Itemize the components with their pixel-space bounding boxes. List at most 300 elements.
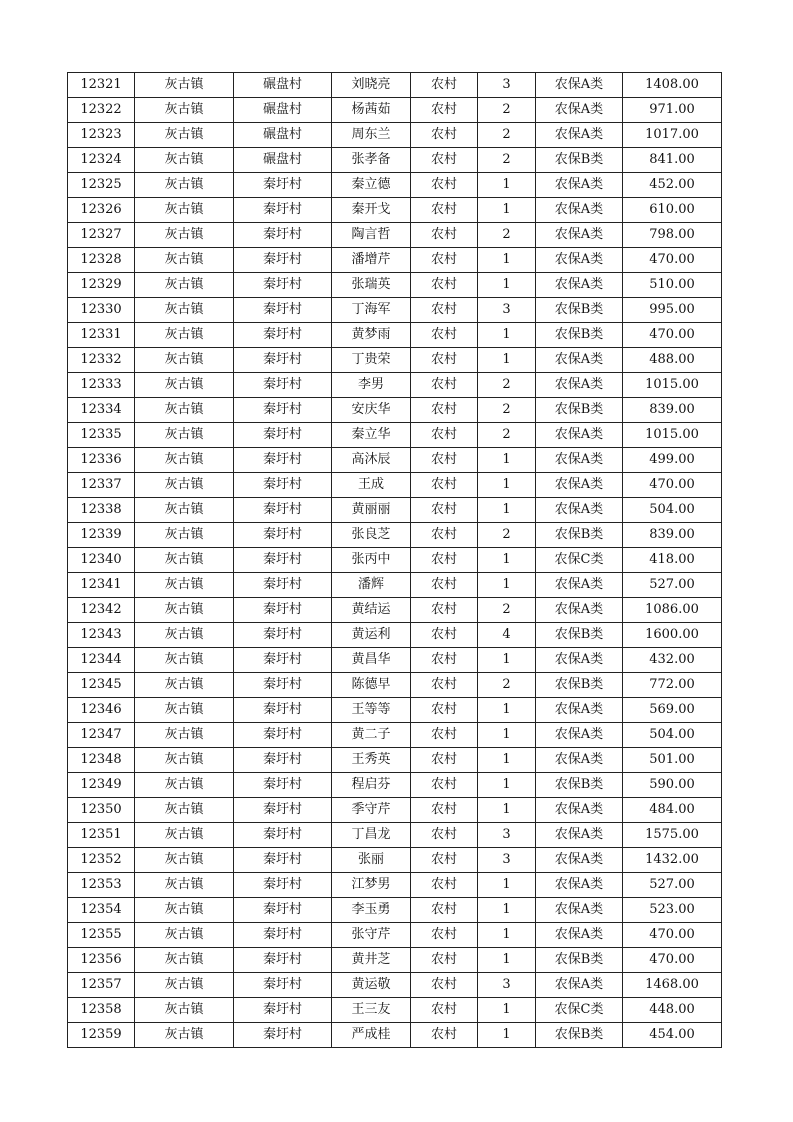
cell-amount: 569.00 <box>623 698 722 723</box>
cell-village: 秦圩村 <box>234 623 332 648</box>
cell-name: 张良芝 <box>332 523 411 548</box>
cell-serial-no: 12327 <box>68 223 135 248</box>
cell-amount: 470.00 <box>623 473 722 498</box>
cell-category: 农保A类 <box>536 573 623 598</box>
cell-household-type: 农村 <box>411 798 478 823</box>
table-row <box>68 998 722 1023</box>
cell-town: 灰古镇 <box>135 248 234 273</box>
cell-category: 农保B类 <box>536 1023 623 1048</box>
cell-amount: 499.00 <box>623 448 722 473</box>
table-row <box>68 348 722 373</box>
cell-village: 秦圩村 <box>234 898 332 923</box>
cell-serial-no: 12331 <box>68 323 135 348</box>
table-row <box>68 323 722 348</box>
cell-member-count: 3 <box>478 823 536 848</box>
cell-town: 灰古镇 <box>135 998 234 1023</box>
cell-town: 灰古镇 <box>135 523 234 548</box>
cell-serial-no: 12333 <box>68 373 135 398</box>
cell-village: 秦圩村 <box>234 823 332 848</box>
cell-name: 黄运敬 <box>332 973 411 998</box>
table-row <box>68 798 722 823</box>
cell-household-type: 农村 <box>411 698 478 723</box>
cell-serial-no: 12341 <box>68 573 135 598</box>
cell-name: 刘晓亮 <box>332 73 411 98</box>
cell-village: 秦圩村 <box>234 848 332 873</box>
cell-category: 农保B类 <box>536 673 623 698</box>
cell-village: 秦圩村 <box>234 923 332 948</box>
table-row <box>68 548 722 573</box>
cell-category: 农保A类 <box>536 848 623 873</box>
cell-serial-no: 12323 <box>68 123 135 148</box>
cell-household-type: 农村 <box>411 348 478 373</box>
cell-name: 杨茜茹 <box>332 98 411 123</box>
cell-amount: 501.00 <box>623 748 722 773</box>
cell-member-count: 2 <box>478 598 536 623</box>
cell-serial-no: 12348 <box>68 748 135 773</box>
cell-category: 农保A类 <box>536 898 623 923</box>
cell-member-count: 1 <box>478 998 536 1023</box>
cell-household-type: 农村 <box>411 273 478 298</box>
cell-serial-no: 12337 <box>68 473 135 498</box>
cell-category: 农保B类 <box>536 323 623 348</box>
cell-serial-no: 12352 <box>68 848 135 873</box>
cell-name: 王等等 <box>332 698 411 723</box>
cell-member-count: 1 <box>478 648 536 673</box>
cell-category: 农保A类 <box>536 723 623 748</box>
cell-member-count: 1 <box>478 473 536 498</box>
cell-serial-no: 12329 <box>68 273 135 298</box>
cell-category: 农保C类 <box>536 998 623 1023</box>
cell-serial-no: 12325 <box>68 173 135 198</box>
table-row <box>68 623 722 648</box>
cell-town: 灰古镇 <box>135 648 234 673</box>
cell-serial-no: 12321 <box>68 73 135 98</box>
table-row <box>68 698 722 723</box>
cell-household-type: 农村 <box>411 898 478 923</box>
cell-member-count: 2 <box>478 123 536 148</box>
cell-name: 丁海军 <box>332 298 411 323</box>
cell-member-count: 4 <box>478 623 536 648</box>
cell-name: 张孝备 <box>332 148 411 173</box>
cell-town: 灰古镇 <box>135 923 234 948</box>
cell-town: 灰古镇 <box>135 623 234 648</box>
cell-category: 农保A类 <box>536 248 623 273</box>
cell-member-count: 1 <box>478 448 536 473</box>
cell-name: 王成 <box>332 473 411 498</box>
cell-household-type: 农村 <box>411 1023 478 1048</box>
cell-serial-no: 12349 <box>68 773 135 798</box>
cell-serial-no: 12328 <box>68 248 135 273</box>
cell-town: 灰古镇 <box>135 498 234 523</box>
cell-category: 农保A类 <box>536 173 623 198</box>
cell-village: 秦圩村 <box>234 223 332 248</box>
cell-category: 农保A类 <box>536 223 623 248</box>
cell-serial-no: 12345 <box>68 673 135 698</box>
table-row <box>68 648 722 673</box>
cell-town: 灰古镇 <box>135 873 234 898</box>
cell-town: 灰古镇 <box>135 298 234 323</box>
cell-name: 黄结运 <box>332 598 411 623</box>
cell-amount: 452.00 <box>623 173 722 198</box>
cell-name: 潘增芹 <box>332 248 411 273</box>
cell-amount: 971.00 <box>623 98 722 123</box>
cell-serial-no: 12344 <box>68 648 135 673</box>
cell-amount: 418.00 <box>623 548 722 573</box>
cell-serial-no: 12324 <box>68 148 135 173</box>
table-row <box>68 898 722 923</box>
cell-amount: 798.00 <box>623 223 722 248</box>
cell-amount: 510.00 <box>623 273 722 298</box>
table-row <box>68 73 722 98</box>
cell-town: 灰古镇 <box>135 223 234 248</box>
cell-town: 灰古镇 <box>135 323 234 348</box>
cell-member-count: 1 <box>478 723 536 748</box>
cell-member-count: 1 <box>478 923 536 948</box>
cell-member-count: 1 <box>478 698 536 723</box>
cell-member-count: 3 <box>478 848 536 873</box>
table-row <box>68 423 722 448</box>
cell-amount: 484.00 <box>623 798 722 823</box>
cell-name: 黄二子 <box>332 723 411 748</box>
cell-village: 秦圩村 <box>234 798 332 823</box>
table-row <box>68 173 722 198</box>
cell-household-type: 农村 <box>411 398 478 423</box>
cell-town: 灰古镇 <box>135 973 234 998</box>
cell-category: 农保A类 <box>536 973 623 998</box>
cell-town: 灰古镇 <box>135 398 234 423</box>
cell-name: 黄运利 <box>332 623 411 648</box>
cell-amount: 1600.00 <box>623 623 722 648</box>
cell-household-type: 农村 <box>411 848 478 873</box>
cell-town: 灰古镇 <box>135 1023 234 1048</box>
cell-amount: 841.00 <box>623 148 722 173</box>
table-row <box>68 723 722 748</box>
cell-town: 灰古镇 <box>135 773 234 798</box>
cell-serial-no: 12353 <box>68 873 135 898</box>
cell-name: 李玉勇 <box>332 898 411 923</box>
cell-town: 灰古镇 <box>135 548 234 573</box>
cell-member-count: 2 <box>478 223 536 248</box>
table-row <box>68 223 722 248</box>
cell-member-count: 2 <box>478 98 536 123</box>
cell-serial-no: 12322 <box>68 98 135 123</box>
cell-town: 灰古镇 <box>135 423 234 448</box>
cell-amount: 504.00 <box>623 723 722 748</box>
cell-name: 秦立德 <box>332 173 411 198</box>
cell-serial-no: 12357 <box>68 973 135 998</box>
cell-name: 丁贵荣 <box>332 348 411 373</box>
table-row <box>68 598 722 623</box>
cell-town: 灰古镇 <box>135 898 234 923</box>
cell-village: 秦圩村 <box>234 998 332 1023</box>
cell-category: 农保A类 <box>536 73 623 98</box>
cell-household-type: 农村 <box>411 823 478 848</box>
cell-household-type: 农村 <box>411 648 478 673</box>
cell-village: 秦圩村 <box>234 373 332 398</box>
cell-serial-no: 12358 <box>68 998 135 1023</box>
cell-member-count: 1 <box>478 573 536 598</box>
cell-town: 灰古镇 <box>135 198 234 223</box>
cell-amount: 1015.00 <box>623 423 722 448</box>
cell-village: 秦圩村 <box>234 523 332 548</box>
cell-category: 农保A类 <box>536 648 623 673</box>
cell-village: 秦圩村 <box>234 298 332 323</box>
cell-name: 秦开戈 <box>332 198 411 223</box>
cell-category: 农保A类 <box>536 923 623 948</box>
cell-serial-no: 12338 <box>68 498 135 523</box>
table-row <box>68 923 722 948</box>
cell-household-type: 农村 <box>411 173 478 198</box>
cell-village: 碾盘村 <box>234 123 332 148</box>
cell-amount: 839.00 <box>623 398 722 423</box>
cell-village: 秦圩村 <box>234 1023 332 1048</box>
cell-member-count: 1 <box>478 498 536 523</box>
records-table <box>67 72 722 1048</box>
cell-name: 李男 <box>332 373 411 398</box>
cell-town: 灰古镇 <box>135 723 234 748</box>
cell-member-count: 1 <box>478 948 536 973</box>
cell-village: 秦圩村 <box>234 498 332 523</box>
cell-household-type: 农村 <box>411 723 478 748</box>
table-row <box>68 873 722 898</box>
cell-serial-no: 12340 <box>68 548 135 573</box>
cell-household-type: 农村 <box>411 623 478 648</box>
cell-serial-no: 12350 <box>68 798 135 823</box>
cell-serial-no: 12339 <box>68 523 135 548</box>
cell-member-count: 1 <box>478 548 536 573</box>
cell-town: 灰古镇 <box>135 673 234 698</box>
cell-amount: 1468.00 <box>623 973 722 998</box>
cell-village: 秦圩村 <box>234 423 332 448</box>
cell-name: 黄丽丽 <box>332 498 411 523</box>
cell-town: 灰古镇 <box>135 848 234 873</box>
cell-amount: 527.00 <box>623 573 722 598</box>
cell-village: 秦圩村 <box>234 673 332 698</box>
cell-amount: 590.00 <box>623 773 722 798</box>
cell-name: 王三友 <box>332 998 411 1023</box>
cell-category: 农保B类 <box>536 773 623 798</box>
cell-village: 秦圩村 <box>234 248 332 273</box>
cell-member-count: 1 <box>478 173 536 198</box>
cell-name: 张瑞英 <box>332 273 411 298</box>
cell-village: 秦圩村 <box>234 448 332 473</box>
table-row <box>68 848 722 873</box>
cell-name: 程启芬 <box>332 773 411 798</box>
cell-member-count: 2 <box>478 373 536 398</box>
cell-member-count: 3 <box>478 298 536 323</box>
cell-household-type: 农村 <box>411 198 478 223</box>
cell-household-type: 农村 <box>411 548 478 573</box>
cell-serial-no: 12342 <box>68 598 135 623</box>
cell-town: 灰古镇 <box>135 348 234 373</box>
cell-serial-no: 12354 <box>68 898 135 923</box>
table-row <box>68 123 722 148</box>
table-row <box>68 398 722 423</box>
cell-household-type: 农村 <box>411 773 478 798</box>
cell-town: 灰古镇 <box>135 573 234 598</box>
cell-amount: 432.00 <box>623 648 722 673</box>
cell-village: 秦圩村 <box>234 723 332 748</box>
cell-town: 灰古镇 <box>135 823 234 848</box>
cell-name: 季守芹 <box>332 798 411 823</box>
cell-category: 农保B类 <box>536 298 623 323</box>
cell-category: 农保A类 <box>536 198 623 223</box>
cell-category: 农保A类 <box>536 498 623 523</box>
cell-name: 张丙中 <box>332 548 411 573</box>
table-row <box>68 373 722 398</box>
cell-town: 灰古镇 <box>135 473 234 498</box>
table-row <box>68 748 722 773</box>
cell-amount: 772.00 <box>623 673 722 698</box>
cell-member-count: 1 <box>478 798 536 823</box>
cell-household-type: 农村 <box>411 98 478 123</box>
cell-town: 灰古镇 <box>135 748 234 773</box>
cell-amount: 1432.00 <box>623 848 722 873</box>
cell-category: 农保A类 <box>536 698 623 723</box>
cell-member-count: 1 <box>478 773 536 798</box>
cell-amount: 1086.00 <box>623 598 722 623</box>
cell-town: 灰古镇 <box>135 148 234 173</box>
cell-village: 秦圩村 <box>234 573 332 598</box>
cell-amount: 470.00 <box>623 948 722 973</box>
cell-village: 秦圩村 <box>234 598 332 623</box>
cell-name: 陈德早 <box>332 673 411 698</box>
cell-category: 农保A类 <box>536 423 623 448</box>
cell-household-type: 农村 <box>411 673 478 698</box>
cell-amount: 454.00 <box>623 1023 722 1048</box>
cell-household-type: 农村 <box>411 973 478 998</box>
cell-amount: 1015.00 <box>623 373 722 398</box>
cell-category: 农保A类 <box>536 798 623 823</box>
cell-member-count: 3 <box>478 973 536 998</box>
cell-serial-no: 12326 <box>68 198 135 223</box>
cell-serial-no: 12346 <box>68 698 135 723</box>
cell-category: 农保A类 <box>536 473 623 498</box>
cell-serial-no: 12343 <box>68 623 135 648</box>
cell-category: 农保A类 <box>536 598 623 623</box>
cell-member-count: 1 <box>478 348 536 373</box>
table-row <box>68 573 722 598</box>
table-row <box>68 448 722 473</box>
cell-member-count: 1 <box>478 273 536 298</box>
cell-village: 秦圩村 <box>234 198 332 223</box>
cell-household-type: 农村 <box>411 298 478 323</box>
cell-village: 秦圩村 <box>234 748 332 773</box>
cell-village: 碾盘村 <box>234 148 332 173</box>
cell-name: 王秀英 <box>332 748 411 773</box>
cell-amount: 470.00 <box>623 323 722 348</box>
cell-village: 碾盘村 <box>234 98 332 123</box>
records-table-container <box>67 72 722 1048</box>
cell-name: 秦立华 <box>332 423 411 448</box>
cell-village: 秦圩村 <box>234 773 332 798</box>
cell-name: 安庆华 <box>332 398 411 423</box>
cell-amount: 488.00 <box>623 348 722 373</box>
table-row <box>68 973 722 998</box>
cell-village: 秦圩村 <box>234 698 332 723</box>
cell-household-type: 农村 <box>411 473 478 498</box>
cell-serial-no: 12332 <box>68 348 135 373</box>
cell-member-count: 1 <box>478 323 536 348</box>
table-row <box>68 248 722 273</box>
cell-member-count: 1 <box>478 873 536 898</box>
cell-amount: 504.00 <box>623 498 722 523</box>
cell-serial-no: 12336 <box>68 448 135 473</box>
cell-member-count: 1 <box>478 898 536 923</box>
cell-amount: 470.00 <box>623 923 722 948</box>
cell-category: 农保A类 <box>536 748 623 773</box>
table-row <box>68 1023 722 1048</box>
cell-household-type: 农村 <box>411 448 478 473</box>
table-row <box>68 673 722 698</box>
cell-serial-no: 12335 <box>68 423 135 448</box>
cell-town: 灰古镇 <box>135 698 234 723</box>
table-row <box>68 498 722 523</box>
cell-household-type: 农村 <box>411 323 478 348</box>
cell-town: 灰古镇 <box>135 948 234 973</box>
cell-town: 灰古镇 <box>135 798 234 823</box>
table-row <box>68 298 722 323</box>
cell-town: 灰古镇 <box>135 173 234 198</box>
cell-household-type: 农村 <box>411 948 478 973</box>
cell-town: 灰古镇 <box>135 73 234 98</box>
cell-village: 秦圩村 <box>234 348 332 373</box>
cell-town: 灰古镇 <box>135 273 234 298</box>
cell-village: 秦圩村 <box>234 873 332 898</box>
cell-amount: 1408.00 <box>623 73 722 98</box>
cell-category: 农保B类 <box>536 523 623 548</box>
cell-category: 农保A类 <box>536 273 623 298</box>
cell-category: 农保B类 <box>536 398 623 423</box>
table-row <box>68 148 722 173</box>
cell-amount: 995.00 <box>623 298 722 323</box>
cell-name: 黄井芝 <box>332 948 411 973</box>
cell-household-type: 农村 <box>411 748 478 773</box>
cell-category: 农保C类 <box>536 548 623 573</box>
cell-name: 陶言哲 <box>332 223 411 248</box>
cell-amount: 1017.00 <box>623 123 722 148</box>
cell-name: 黄昌华 <box>332 648 411 673</box>
cell-household-type: 农村 <box>411 498 478 523</box>
table-row <box>68 773 722 798</box>
cell-serial-no: 12347 <box>68 723 135 748</box>
cell-name: 丁昌龙 <box>332 823 411 848</box>
table-row <box>68 98 722 123</box>
cell-household-type: 农村 <box>411 873 478 898</box>
cell-household-type: 农村 <box>411 223 478 248</box>
cell-village: 秦圩村 <box>234 323 332 348</box>
cell-household-type: 农村 <box>411 998 478 1023</box>
cell-village: 秦圩村 <box>234 948 332 973</box>
cell-household-type: 农村 <box>411 373 478 398</box>
cell-member-count: 1 <box>478 248 536 273</box>
cell-village: 秦圩村 <box>234 473 332 498</box>
cell-town: 灰古镇 <box>135 123 234 148</box>
cell-name: 高沐辰 <box>332 448 411 473</box>
cell-category: 农保A类 <box>536 98 623 123</box>
cell-serial-no: 12351 <box>68 823 135 848</box>
cell-member-count: 3 <box>478 73 536 98</box>
cell-category: 农保A类 <box>536 348 623 373</box>
cell-member-count: 1 <box>478 748 536 773</box>
cell-village: 秦圩村 <box>234 398 332 423</box>
cell-amount: 1575.00 <box>623 823 722 848</box>
cell-town: 灰古镇 <box>135 598 234 623</box>
table-row <box>68 823 722 848</box>
cell-village: 秦圩村 <box>234 273 332 298</box>
cell-category: 农保A类 <box>536 823 623 848</box>
cell-serial-no: 12359 <box>68 1023 135 1048</box>
